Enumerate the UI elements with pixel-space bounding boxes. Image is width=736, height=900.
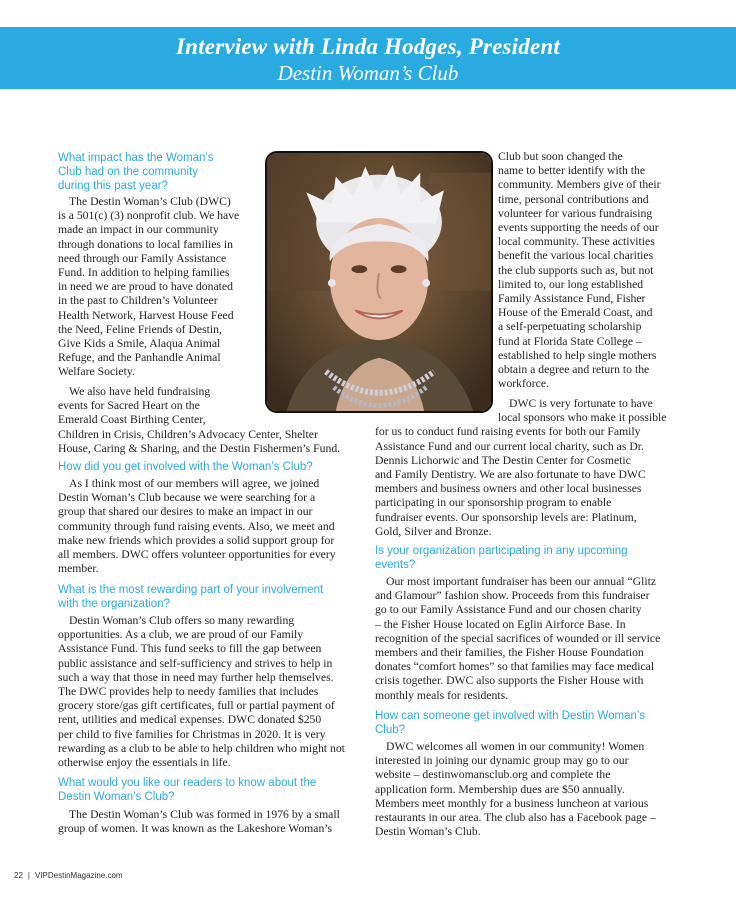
answer-upcoming-events: Our most important fundraiser has been our annual “Glitz and Glamour” fashion show. Proceeds from this fundraiser go to our Family Assistance Fund and our chosen charity – the Fisher House located on Eglin Airforce Base. In recognition of the special sacrifices of wounded or ill service members and their families, the Fisher House Foundation donates “comfort homes” so that families may face medical crisis together. DWC also supports the Fisher House with monthly meals for residents. [375,575,661,702]
answer-fundraising-events: We also have held fundraising events for Sacred Heart on the Emerald Coast Birthing Center, Children in Crisis, Children’s Advocacy Center, Shelter House, Caring & Sharing, and the Destin Fishermen’s Fund. [58,385,341,455]
page-title: Interview with Linda Hodges, President [176,34,560,59]
answer-readers-know: The Destin Woman’s Club was formed in 1976 by a small group of women. It was known as the Lakeshore Woman’s [58,808,340,836]
page-number: 22 [14,871,23,880]
question-readers-know: What would you like our readers to know about the Destin Woman’s Club? [58,777,317,803]
question-upcoming-events: Is your organization participating in any upcoming events? [375,545,628,571]
portrait-illustration [267,153,491,411]
question-most-rewarding: What is the most rewarding part of your involvement with the organization? [58,584,324,610]
portrait-photo [265,151,493,413]
answer-club-history: Club but soon changed the name to better identify with the community. Members give of their time, personal contributions and volunteer for various fundraising events supporting the needs of our local community. These activities benefit the various local charities the club supports such as, but not limited to, our long established Family Assistance Fund, Fisher House of the Emerald Coast, and a self-perpetuating scholarship fund at Florida State College – established to help single mothers obtain a degree and return to the workforce. [498,150,661,391]
answer-sponsors: DWC is very fortunate to have local sponsors who make it possible for us to conduct fund raising events for both our Family Assistance Fund and our current local charity, such as Dr. Dennis Lichorwic and The Destin Center for Cosmetic and Family Dentistry. We are also fortunate to have DWC members and business owners and other local businesses participating in our sponsorship program to enable fundraiser events. Our sponsorship levels are: Platinum, Gold, Silver and Bronze. [375,397,667,538]
page-footer [14,871,123,880]
title-banner [0,27,736,89]
answer-get-involved: DWC welcomes all women in our community! Women interested in joining our dynamic group may go to our website – destinwomansclub.org and complete the application form. Membership dues are $50 annually. Members meet monthly for a business luncheon at various restaurants in our area. The club also has a Facebook page – Destin Woman’s Club. [375,740,656,839]
footer-separator: | [27,871,30,880]
answer-community-impact: The Destin Woman’s Club (DWC) is a 501(c) (3) nonprofit club. We have made an impact in our community through donations to local families in need through our Family Assistance Fund. In addition to helping families in need we are proud to have donated in the past to Children’s Volunteer Health Network, Harvest House Feed the Need, Feline Friends of Destin, Give Kids a Smile, Alaqua Animal Refuge, and the Panhandle Animal Welfare Society. [58,195,240,379]
page-subtitle: Destin Woman’s Club [277,61,459,85]
question-how-involved: How did you get involved with the Woman’s Club? [58,461,313,473]
answer-most-rewarding: Destin Woman’s Club offers so many rewarding opportunities. As a club, we are proud of our Family Assistance Fund. This fund seeks to fill the gap between public assistance and self-sufficiency and strives to help in such a way that those in need may further help themselves. The DWC provides help to needy families that includes grocery store/gas gift certificates, full or partial payment of rent, utilities and medical expenses. DWC donated $250 per child to five families for Christmas in 2020. It is very rewarding as a club to be able to help children who might not otherwise enjoy the essentials in life. [58,614,345,770]
answer-how-involved: As I think most of our members will agree, we joined Destin Woman’s Club because we were searching for a group that shared our desires to make an impact in our community through fund raising events. Also, we meet and make new friends which provides a solid support group for all members. DWC offers volunteer opportunities for every member. [58,477,336,576]
question-get-involved: How can someone get involved with Destin Woman’s Club? [375,710,645,736]
question-community-impact: What impact has the Woman’s Club had on the community during this past year? [58,152,214,192]
footer-website: VIPDestinMagazine.com [34,871,123,880]
